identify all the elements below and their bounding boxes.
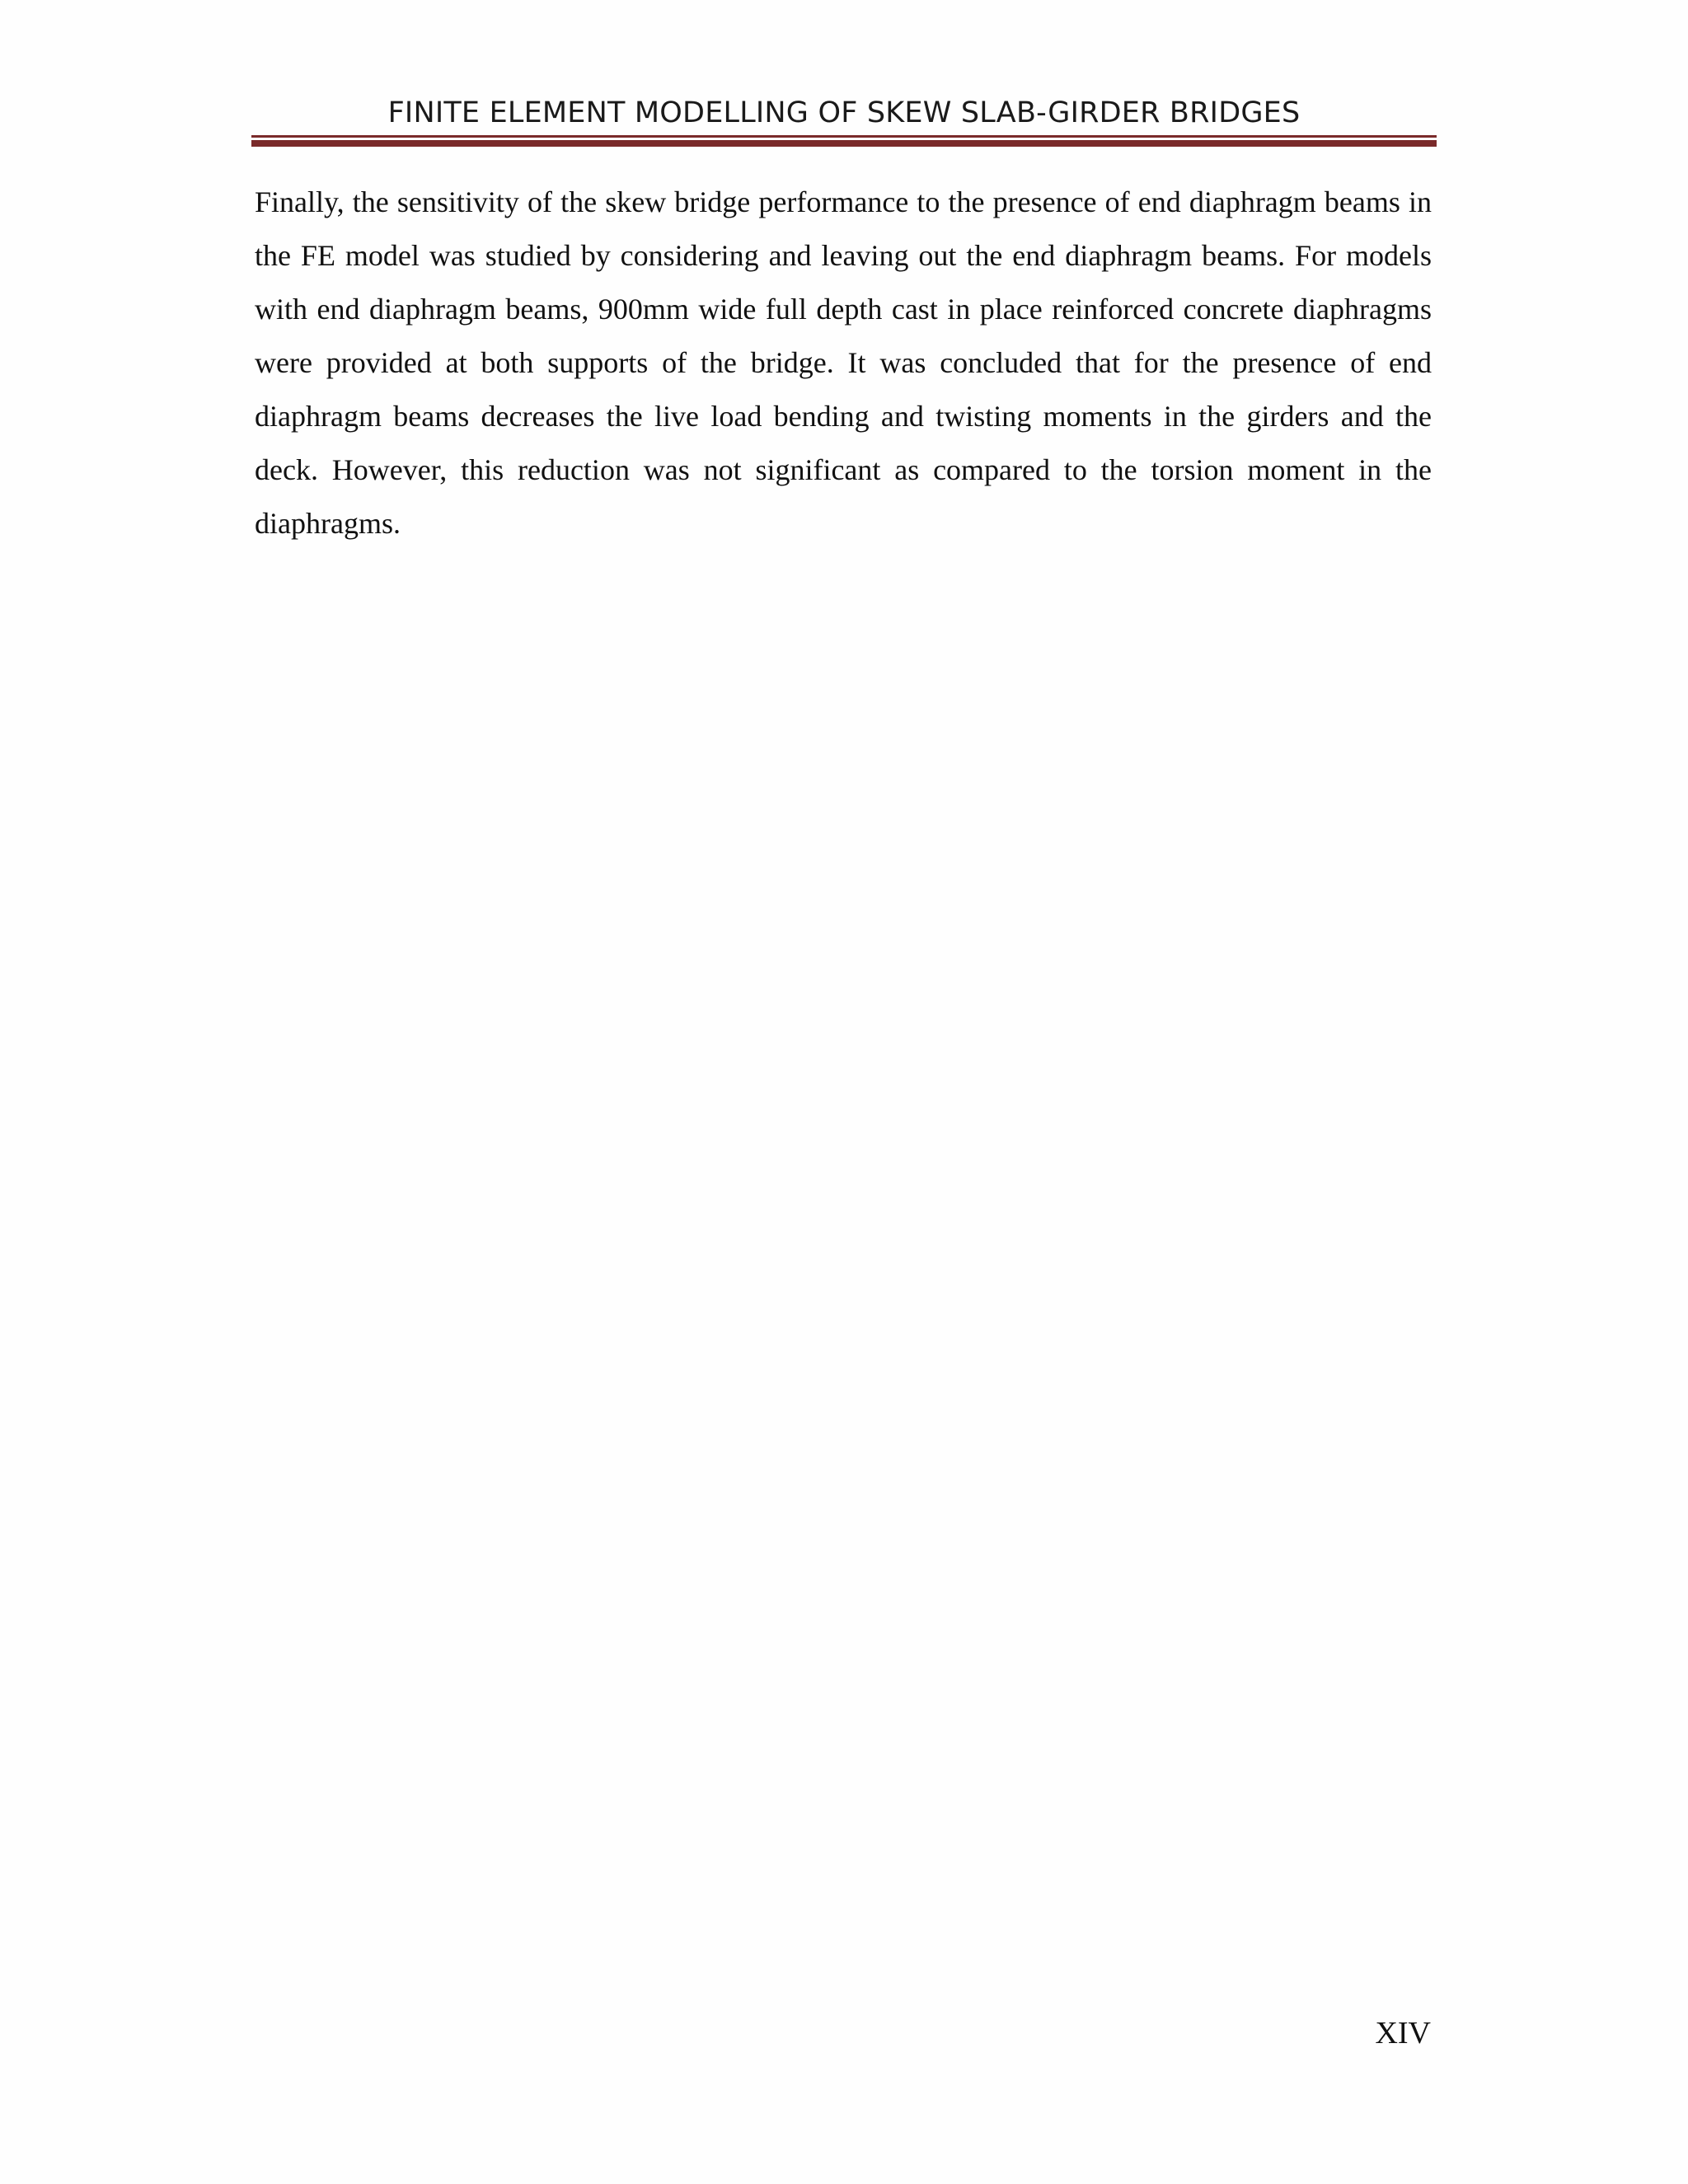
header-rule-thick (251, 140, 1437, 147)
header-rule-thin (251, 135, 1437, 138)
running-header-title: FINITE ELEMENT MODELLING OF SKEW SLAB-GIRDER BRIDGES (387, 96, 1301, 129)
body-paragraph: Finally, the sensitivity of the skew bridge performance to the presence of end diaphragm beams in the FE model was studied by considering and leaving out the end diaphragm beams. For models with end diaphragm beams, 900mm wide full depth cast in place reinforced concrete diaphragms were provided at both supports of the bridge. It was concluded that for the presence of end diaphragm beams decreases the live load bending and twisting moments in the girders and the deck. However, this reduction was not significant as compared to the torsion moment in the diaphragms. (255, 185, 1432, 540)
page-number: XIV (1375, 2016, 1431, 2050)
